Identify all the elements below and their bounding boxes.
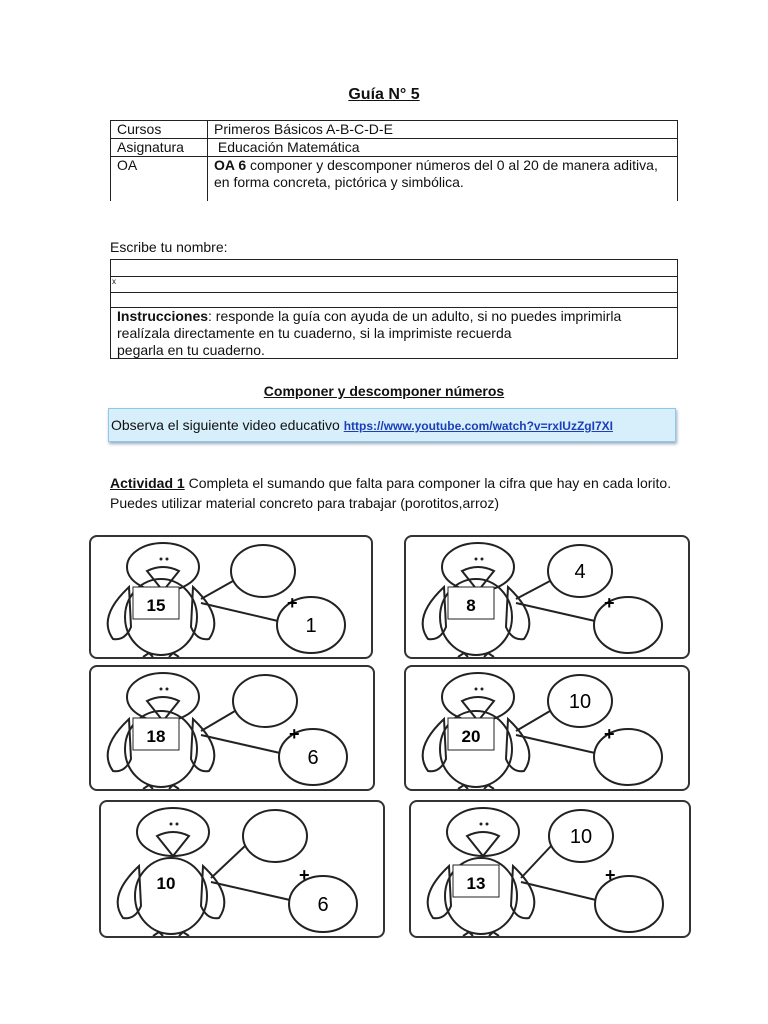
video-callout (108, 408, 676, 442)
activity-label: Actividad 1 (110, 475, 185, 491)
parrot-eye (481, 688, 484, 691)
addend-top-value: 10 (568, 691, 592, 713)
activity-instructions (110, 473, 690, 513)
name-line (111, 292, 677, 293)
parrot-eye (170, 823, 173, 826)
parrot-total: 13 (466, 874, 486, 893)
cursos-label: Cursos (111, 121, 208, 139)
instructions-line: pegarla en tu cuaderno. (117, 342, 265, 358)
asignatura-value: Educación Matemática (208, 139, 678, 157)
parrot-beak (462, 697, 494, 721)
plus-sign: + (299, 865, 310, 885)
parrot-eye (486, 823, 489, 826)
parrot-card (89, 535, 373, 659)
oa-label: OA (111, 157, 208, 202)
instructions-line: realízala directamente en tu cuaderno, si la imprimiste recuerda (117, 325, 512, 341)
addend-bottom-value: 6 (307, 747, 319, 769)
video-link[interactable]: https://www.youtube.com/watch?v=rxIUzZgI7XI (343, 419, 613, 433)
parrot-beak (467, 832, 499, 856)
parrot-total: 20 (461, 727, 481, 746)
addend-top-circle (243, 810, 307, 862)
instructions-line: : responde la guía con ayuda de un adulto, si no puedes imprimirla (208, 308, 622, 324)
instructions (117, 308, 675, 359)
addend-bottom-value: 6 (317, 894, 329, 916)
connector-line (201, 581, 233, 599)
parrot-card (404, 665, 690, 791)
activity-text: Completa el sumando que falta para componer la cifra que hay en cada lorito. Puedes utilizar material concreto para trabajar (porotitos,arroz) (110, 475, 672, 511)
addend-top-value: 10 (569, 826, 593, 848)
parrot-eye (166, 558, 169, 561)
name-prompt: Escribe tu nombre: (110, 239, 228, 255)
parrot-total: 8 (466, 596, 476, 615)
parrot-eye (475, 688, 478, 691)
connector-line (201, 711, 235, 731)
connector-line (211, 846, 245, 878)
asignatura-label: Asignatura (111, 139, 208, 157)
oa-description: componer y descomponer números del 0 al 20 de manera aditiva, en forma concreta, pictórica y simbólica. (214, 157, 658, 190)
instructions-label: Instrucciones (117, 308, 209, 324)
oa-code: OA 6 (214, 157, 247, 173)
parrot-eye (160, 558, 163, 561)
section-subtitle: Componer y descomponer números (263, 383, 505, 399)
plus-sign: + (289, 724, 300, 744)
addend-top-circle (233, 675, 297, 727)
course-info-table (110, 120, 678, 201)
name-box[interactable] (110, 259, 678, 359)
parrot-total: 15 (146, 596, 166, 615)
video-text: Observa el siguiente video educativo (111, 417, 344, 433)
plus-sign: + (604, 593, 615, 613)
addend-top-circle (231, 545, 295, 597)
parrot-card (409, 800, 691, 938)
parrot-eye (475, 558, 478, 561)
parrot-drawing (91, 667, 373, 789)
parrot-total: 18 (146, 727, 166, 746)
parrot-drawing (406, 537, 688, 657)
parrot-eye (480, 823, 483, 826)
parrot-card (89, 665, 375, 791)
parrot-drawing (406, 667, 688, 789)
parrot-eye (160, 688, 163, 691)
parrot-body (135, 858, 207, 934)
page-title: Guía N° 5 (348, 86, 420, 103)
parrot-drawing (101, 802, 383, 936)
plus-sign: + (605, 865, 616, 885)
addend-top-value: 4 (574, 561, 586, 583)
parrot-card (99, 800, 385, 938)
cursos-value: Primeros Básicos A-B-C-D-E (208, 121, 678, 139)
name-line (111, 276, 677, 277)
parrot-drawing (91, 537, 371, 657)
name-mark: x (112, 277, 116, 286)
parrot-eye (481, 558, 484, 561)
connector-line (516, 711, 550, 731)
parrot-eye (176, 823, 179, 826)
parrot-beak (147, 697, 179, 721)
parrot-total: 10 (156, 874, 176, 893)
connector-line (521, 846, 551, 878)
oa-value (208, 157, 678, 202)
parrot-card (404, 535, 690, 659)
connector-line (516, 581, 550, 599)
parrot-eye (166, 688, 169, 691)
parrot-drawing (411, 802, 689, 936)
addend-bottom-value: 1 (305, 615, 317, 637)
parrot-beak (157, 832, 189, 856)
plus-sign: + (287, 593, 298, 613)
plus-sign: + (604, 724, 615, 744)
